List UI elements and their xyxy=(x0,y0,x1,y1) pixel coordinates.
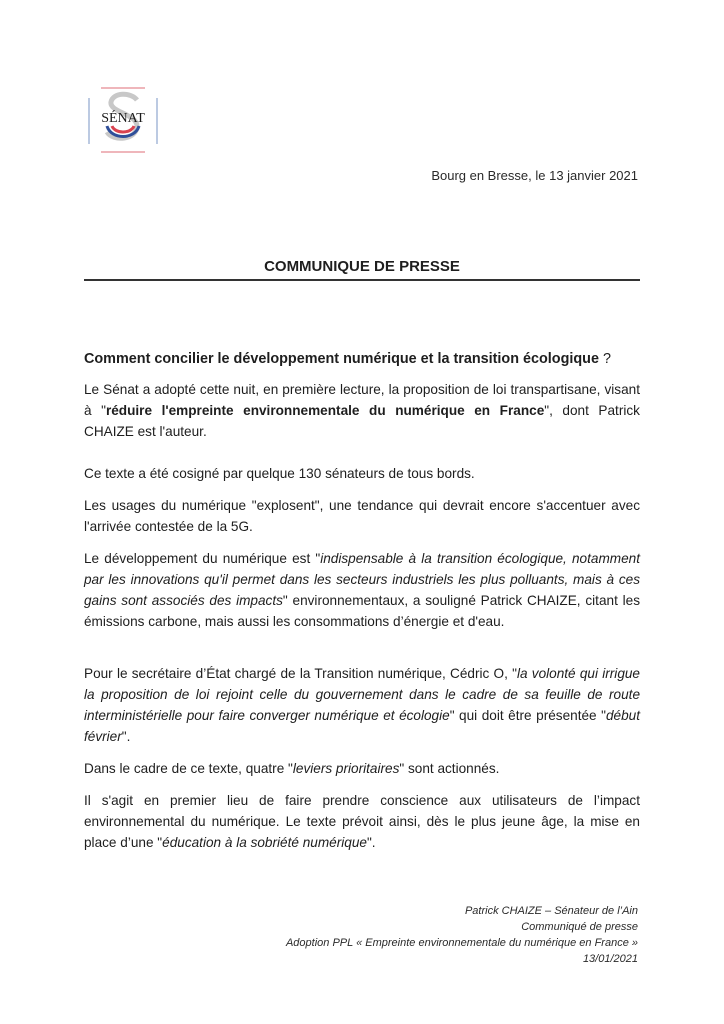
p5-text: Pour le secrétaire d’État chargé de la Transition numérique, Cédric O, " xyxy=(84,666,517,681)
place-date: Bourg en Bresse, le 13 janvier 2021 xyxy=(431,168,638,183)
p4-quote: indispensable à la transition écologique, notamment par les innovations qu'il permet dans les secteurs industriels les plus polluants, mais à ces gains sont associés des impacts xyxy=(84,551,641,608)
p1-text-end: ", dont Patrick CHAIZE est l'auteur. xyxy=(84,403,640,439)
document-title: COMMUNIQUE DE PRESSE xyxy=(264,258,460,275)
paragraph-6 xyxy=(84,758,640,779)
footer-doc-type: Communiqué de presse xyxy=(521,921,638,933)
p7-text-end: ". xyxy=(366,835,376,850)
paragraph-3: Les usages du numérique "explosent", une tendance qui devrait encore s'accentuer avec l'arrivée contestée de la 5G. xyxy=(84,498,640,534)
spacer xyxy=(84,453,640,463)
p4-text: Le développement du numérique est " xyxy=(84,551,321,566)
p4-text-end: " environnementaux, a souligné Patrick CHAIZE, citant les émissions carbone, mais aussi les consommations d’énergie et d'eau. xyxy=(84,593,640,629)
p5-text-end: ". xyxy=(121,729,131,744)
paragraph-2: Ce texte a été cosigné par quelque 130 sénateurs de tous bords. xyxy=(84,466,475,481)
p7-text: Il s'agit en premier lieu de faire prendre conscience aux utilisateurs de l’impact environnemental du numérique. Le texte prévoit ainsi, dès le plus jeune âge, la mise en place d’une " xyxy=(84,793,640,850)
p5-quote: la volonté qui irrigue la proposition de loi rejoint celle du gouvernement dans le cadre de sa feuille de route interministérielle pour faire converger numérique et écologie xyxy=(84,666,640,723)
paragraph-4 xyxy=(84,548,640,632)
paragraph-5 xyxy=(84,663,640,747)
senat-logo xyxy=(87,86,159,154)
main-heading xyxy=(84,349,640,370)
p1-text: Le Sénat a adopté cette nuit, en première lecture, la proposition de loi transpartisane, visant à " xyxy=(84,382,640,418)
p6-text: Dans le cadre de ce texte, quatre " xyxy=(84,761,293,776)
footer-subject: Adoption PPL « Empreinte environnementale du numérique en France » xyxy=(285,937,638,949)
footer xyxy=(286,903,638,967)
press-release-body xyxy=(84,349,640,864)
logo-text: SÉNAT xyxy=(101,111,145,126)
senat-logo-icon xyxy=(87,86,159,154)
heading-question-mark: ? xyxy=(598,351,611,367)
spacer xyxy=(84,643,640,663)
p5-quote-date: début février xyxy=(84,708,640,744)
footer-date: 13/01/2021 xyxy=(582,953,638,965)
title-underline xyxy=(84,279,640,281)
p7-quote: éducation à la sobriété numérique xyxy=(162,835,367,850)
heading-text: Comment concilier le développement numérique et la transition écologique xyxy=(84,351,599,367)
p1-bold-title: réduire l'empreinte environnementale du numérique en France xyxy=(105,403,545,418)
paragraph-7 xyxy=(84,790,640,853)
p6-text-end: " sont actionnés. xyxy=(399,761,500,776)
logo-red-arc xyxy=(112,126,134,132)
paragraph-1 xyxy=(84,379,640,442)
p5-text-mid: " qui doit être présentée " xyxy=(449,708,606,723)
p6-quote: leviers prioritaires xyxy=(292,761,400,776)
footer-author: Patrick CHAIZE – Sénateur de l’Ain xyxy=(464,905,638,917)
